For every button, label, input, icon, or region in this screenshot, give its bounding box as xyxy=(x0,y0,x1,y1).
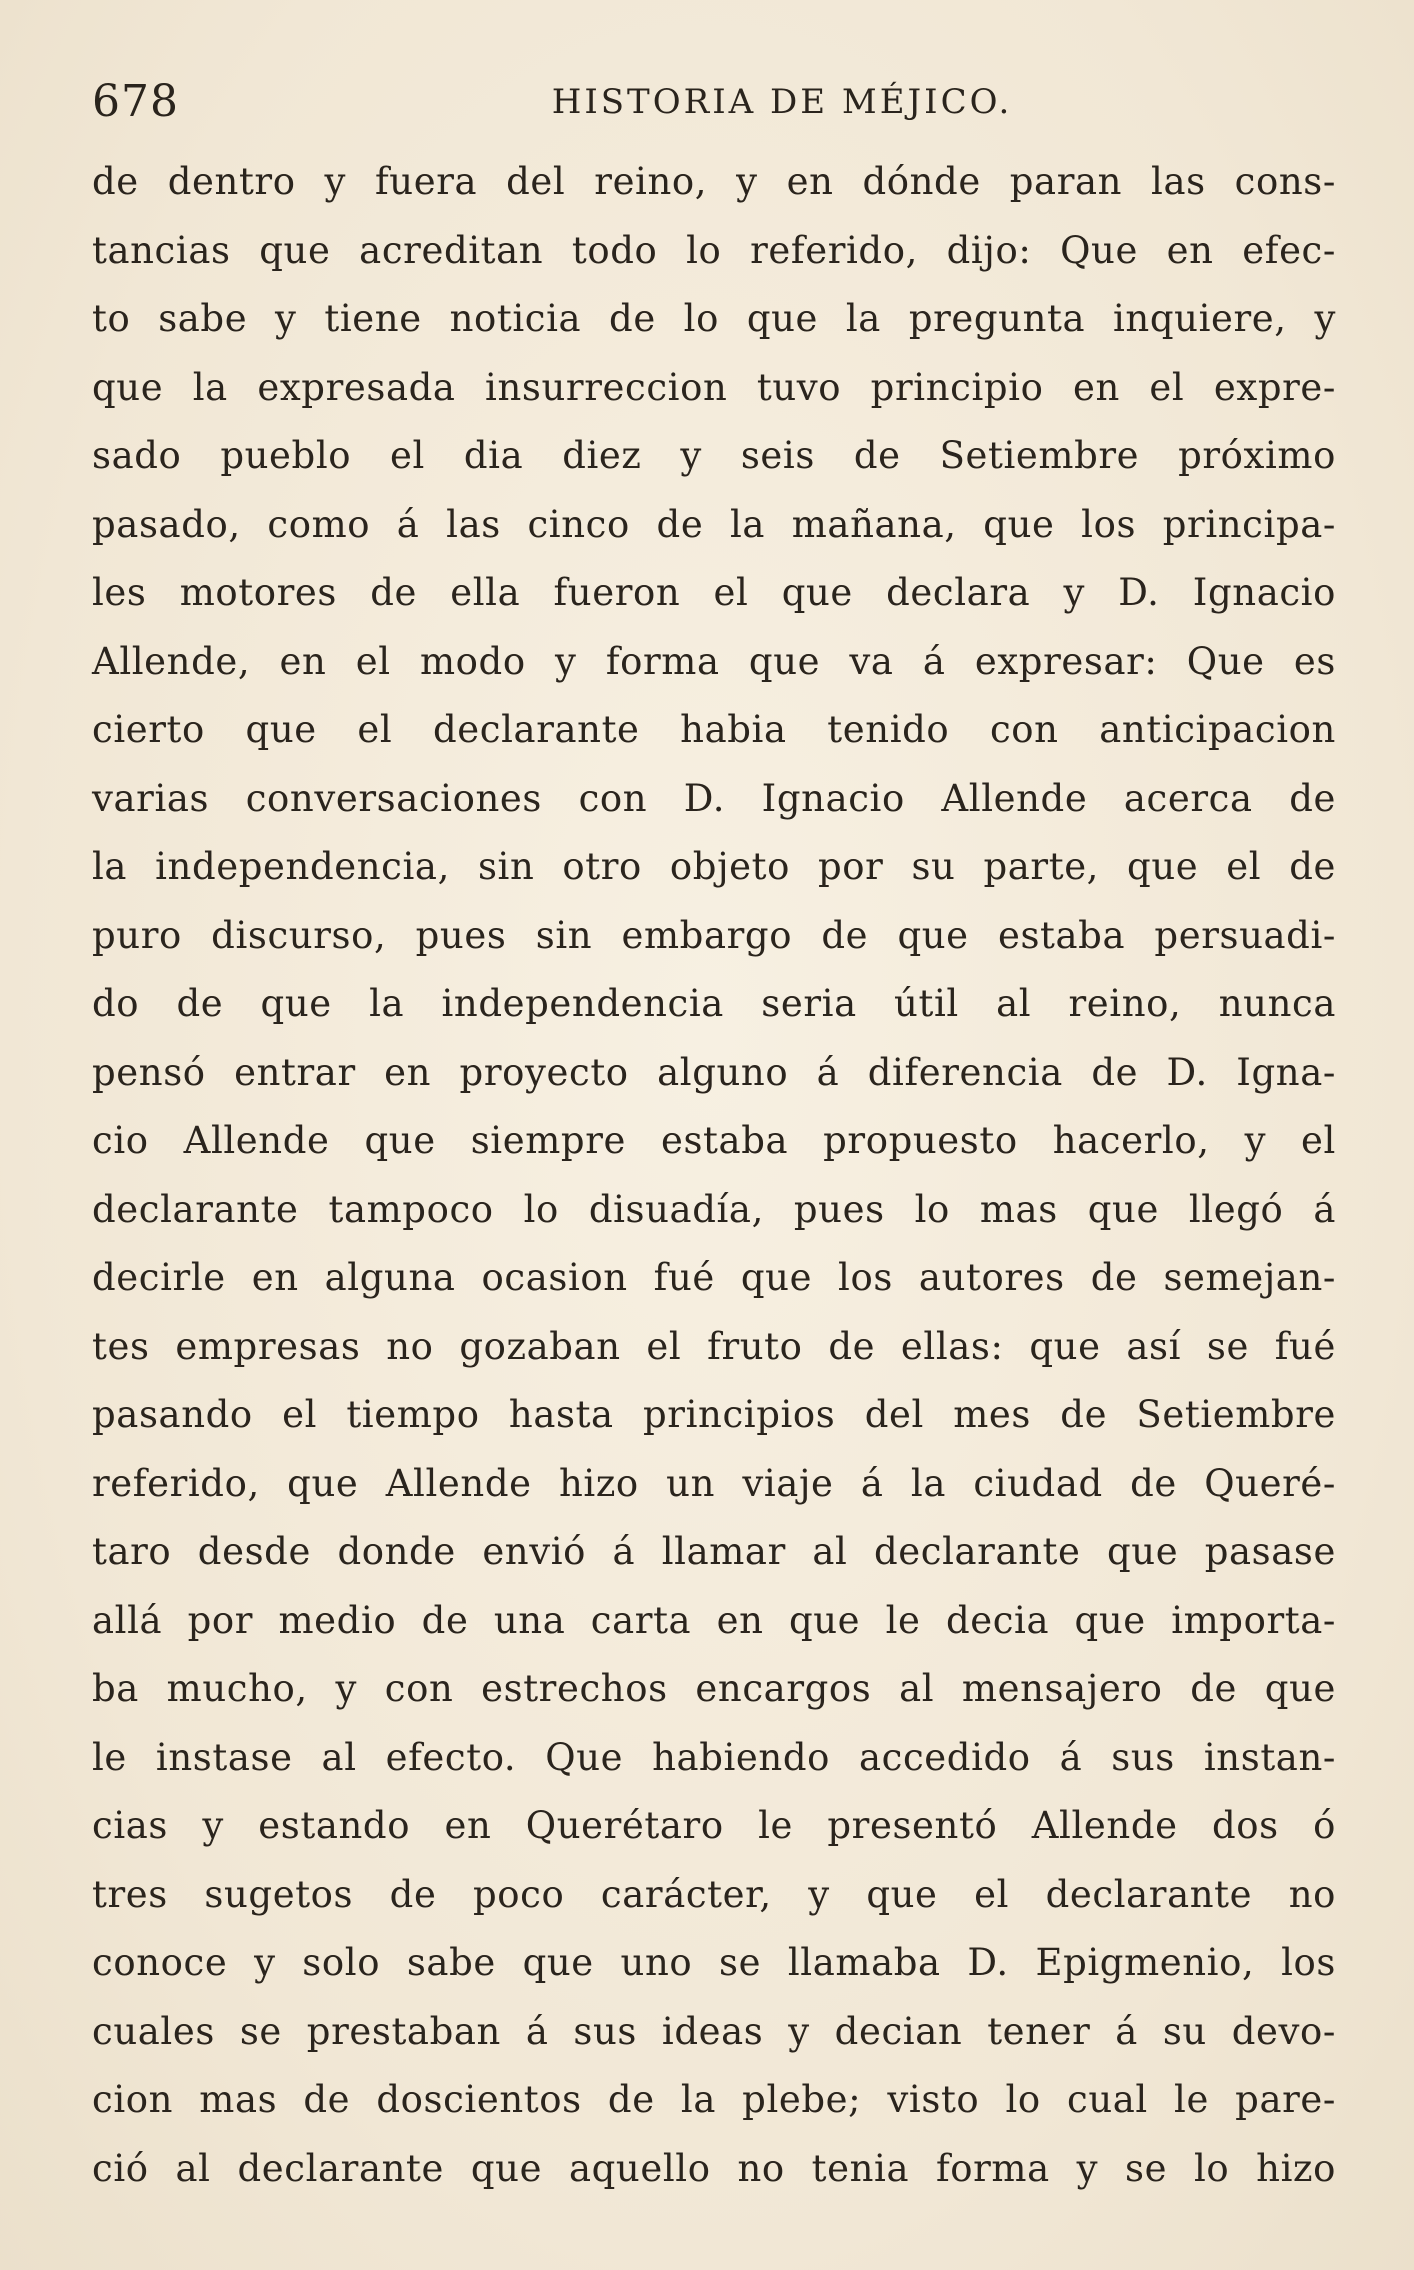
text-line: la independencia, sin otro objeto por su parte, que el de xyxy=(92,845,1336,888)
text-line: taro desde donde envió á llamar al declarante que pasase xyxy=(92,1530,1336,1573)
text-line: pasado, como á las cinco de la mañana, que los principa- xyxy=(92,502,1336,546)
text-line: cias y estando en Querétaro le presentó Allende dos ó xyxy=(92,1804,1336,1847)
text-line: do de que la independencia seria útil al reino, nunca xyxy=(92,982,1336,1025)
text-line: ció al declarante que aquello no tenia forma y se lo hizo xyxy=(92,2146,1336,2190)
text-line: decirle en alguna ocasion fué que los autores de semejan- xyxy=(92,1256,1336,1299)
text-line: conoce y solo sabe que uno se llamaba D. Epigmenio, los xyxy=(92,1941,1336,1984)
text-line: referido, que Allende hizo un viaje á la ciudad de Queré- xyxy=(92,1461,1336,1505)
text-line: tres sugetos de poco carácter, y que el declarante no xyxy=(92,1872,1336,1916)
text-line: to sabe y tiene noticia de lo que la pregunta inquiere, y xyxy=(92,297,1336,340)
text-line: pasando el tiempo hasta principios del mes de Setiembre xyxy=(92,1393,1336,1436)
text-line: de dentro y fuera del reino, y en dónde paran las cons- xyxy=(92,160,1336,203)
text-line: Allende, en el modo y forma que va á expresar: Que es xyxy=(92,639,1336,683)
text-line: que la expresada insurreccion tuvo principio en el expre- xyxy=(92,365,1336,409)
text-line: tancias que acreditan todo lo referido, dijo: Que en efec- xyxy=(92,228,1336,272)
text-line: les motores de ella fueron el que declara y D. Ignacio xyxy=(92,571,1336,614)
body-text xyxy=(92,148,1336,2203)
page-number: 678 xyxy=(92,76,179,127)
running-head xyxy=(92,72,1332,132)
text-line: puro discurso, pues sin embargo de que estaba persuadi- xyxy=(92,913,1336,957)
text-line: cion mas de doscientos de la plebe; visto lo cual le pare- xyxy=(92,2078,1336,2121)
text-line: cio Allende que siempre estaba propuesto hacerlo, y el xyxy=(92,1119,1336,1162)
text-line: cierto que el declarante habia tenido con anticipacion xyxy=(92,708,1336,751)
text-line: cuales se prestaban á sus ideas y decian tener á su devo- xyxy=(92,2009,1336,2053)
text-line: sado pueblo el dia diez y seis de Setiembre próximo xyxy=(92,434,1336,477)
text-line: varias conversaciones con D. Ignacio Allende acerca de xyxy=(92,776,1336,820)
text-line: le instase al efecto. Que habiendo accedido á sus instan- xyxy=(92,1735,1336,1779)
text-line: tes empresas no gozaban el fruto de ellas: que así se fué xyxy=(92,1324,1336,1368)
running-title: HISTORIA DE MÉJICO. xyxy=(551,82,1013,122)
text-line: pensó entrar en proyecto alguno á diferencia de D. Igna- xyxy=(92,1050,1336,1094)
text-line: declarante tampoco lo disuadía, pues lo mas que llegó á xyxy=(92,1187,1336,1231)
text-line: ba mucho, y con estrechos encargos al mensajero de que xyxy=(92,1667,1336,1710)
text-line: allá por medio de una carta en que le decia que importa- xyxy=(92,1598,1336,1642)
